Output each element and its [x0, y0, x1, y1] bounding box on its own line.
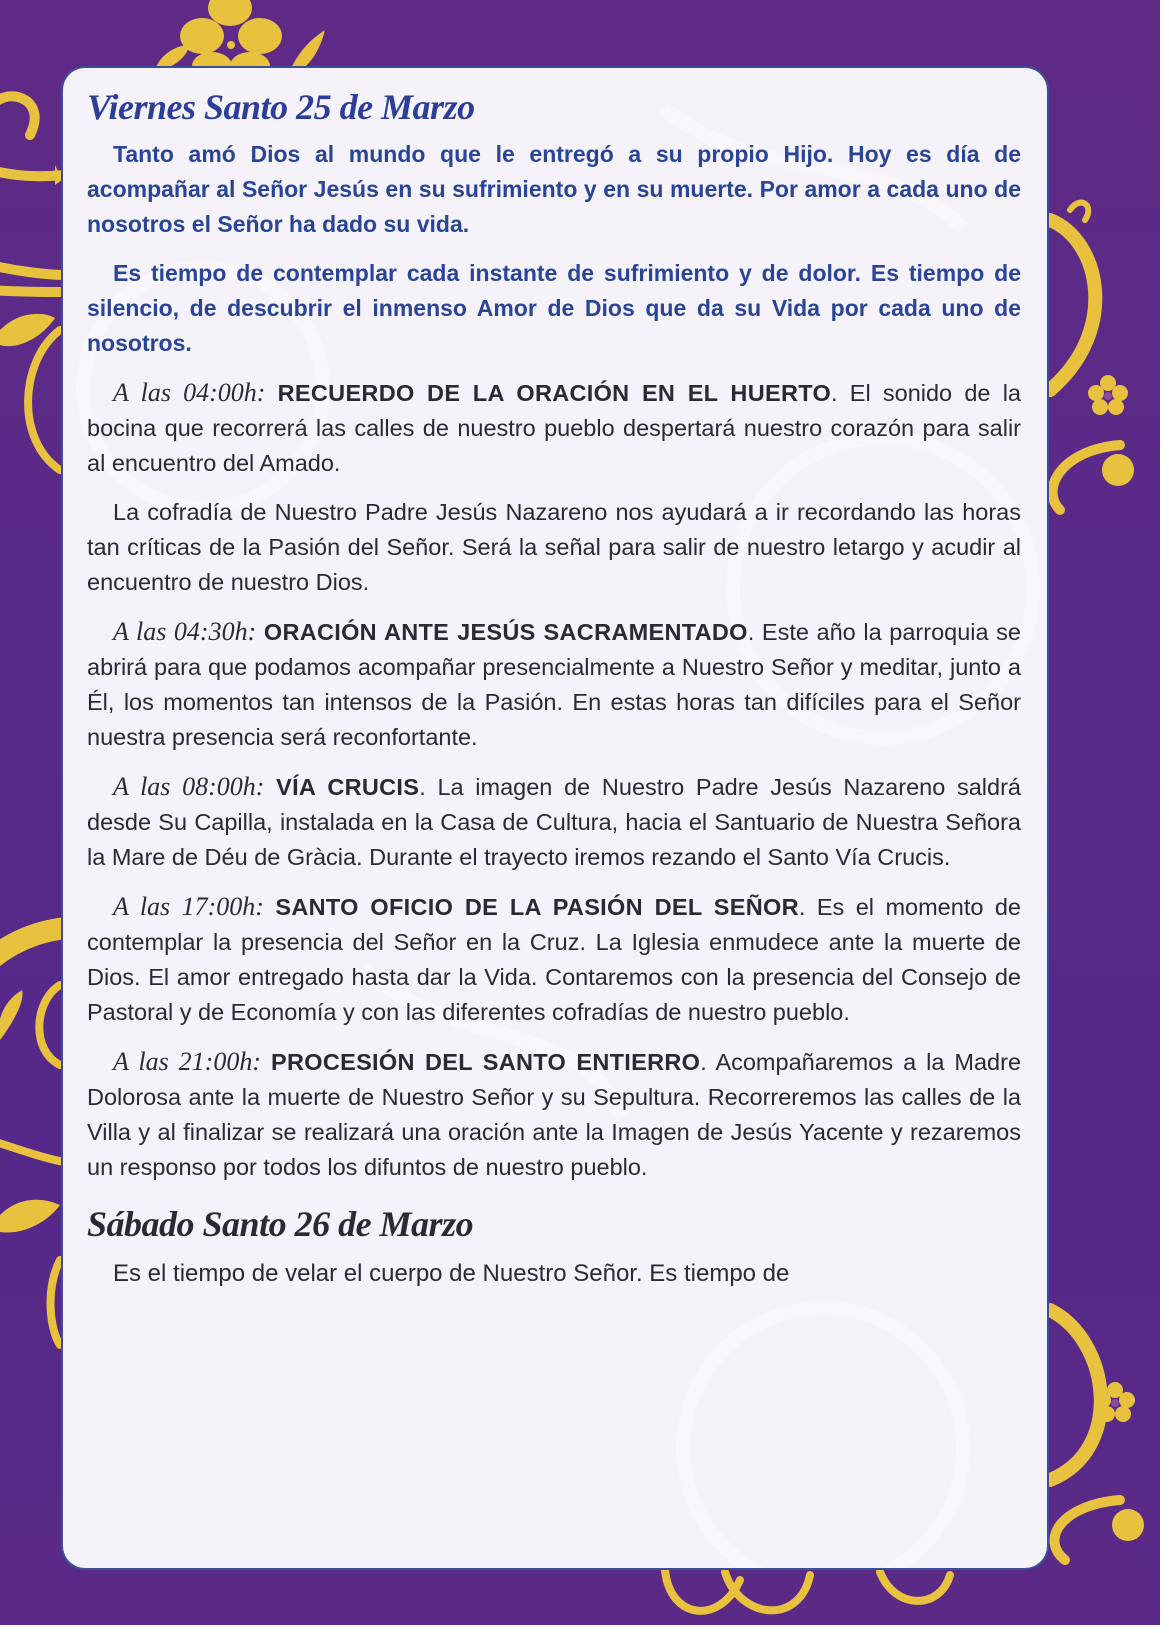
event-description: La cofradía de Nuestro Padre Jesús Nazareno nos ayudará a ir recordando las horas tan críticas de la Pasión del Señor. Será la señal para salir de nuestro letargo y acudir al encuentro de nuestro Dios.: [87, 499, 1021, 596]
intro-paragraph: Es tiempo de contemplar cada instante de sufrimiento y de dolor. Es tiempo de silencio, de descubrir el inmenso Amor de Dios que da su Vida por cada uno de nosotros.: [87, 260, 1021, 357]
event-description: . Acompañaremos a la Madre Dolorosa ante la muerte de Nuestro Señor y su Sepultura. Recorreremos las calles de la Villa y al finalizar se realizará una oración ante la Imagen de Jesús Yacente y rezaremos un responso por todos los difuntos de nuestro pueblo.: [87, 1049, 1022, 1181]
intro-paragraph: Es el tiempo de velar el cuerpo de Nuestro Señor. Es tiempo de: [113, 1260, 790, 1288]
event-description: . Es el momento de contemplar la presencia del Señor en la Cruz. La Iglesia enmudece ante la muerte de Dios. El amor entregado hasta dar la Vida. Contaremos con la presencia del Consejo de Pastoral y de Economía y con las diferentes cofradías de nuestro pueblo.: [87, 894, 1022, 1026]
event-paragraph: [87, 1044, 1021, 1185]
event-title: SANTO OFICIO DE LA PASIÓN DEL SEÑOR: [275, 894, 799, 921]
event-time: A las 04:30h:: [113, 617, 257, 647]
event-paragraph: [87, 614, 1021, 755]
event-time: A las 17:00h:: [113, 892, 264, 922]
event-paragraph: [87, 769, 1021, 875]
event-paragraph: [87, 889, 1021, 1030]
event-title: VÍA CRUCIS: [276, 774, 420, 801]
event-description: . El sonido de la bocina que recorrerá las calles de nuestro pueblo despertará nuestro corazón para salir al encuentro del Amado.: [87, 380, 1021, 477]
event-title: ORACIÓN ANTE JESÚS SACRAMENTADO: [263, 619, 748, 646]
event-time: A las 04:00h:: [113, 378, 266, 408]
intro-paragraph: Tanto amó Dios al mundo que le entregó a su propio Hijo. Hoy es día de acompañar al Señor Jesús en su sufrimiento y en su muerte. Por amor a cada uno de nosotros el Señor ha dado su vida.: [87, 141, 1021, 238]
event-title: PROCESIÓN DEL SANTO ENTIERRO: [271, 1049, 701, 1076]
day-heading-sabado: Sábado Santo 26 de Marzo: [87, 1204, 474, 1245]
event-time: A las 21:00h:: [113, 1047, 261, 1077]
small-flower-ornament-icon: [1095, 1382, 1135, 1427]
event-description: . Este año la parroquia se abrirá para que podamos acompañar presencialmente a Nuestro Señor y meditar, junto a Él, los momentos tan intensos de la Pasión. En estas horas tan difíciles para el Señor nuestra presencia será reconfortante.: [87, 619, 1021, 751]
event-description: . La imagen de Nuestro Padre Jesús Nazareno saldrá desde Su Capilla, instalada en la Casa de Cultura, hacia el Santuario de Nuestra Señora la Mare de Déu de Gràcia. Durante el trayecto iremos rezando el Santo Vía Crucis.: [87, 774, 1021, 871]
event-time: A las 08:00h:: [113, 772, 265, 802]
document-body: [63, 68, 1047, 1291]
event-paragraph: [87, 375, 1021, 481]
event-title: RECUERDO DE LA ORACIÓN EN EL HUERTO: [277, 380, 832, 407]
event-paragraph: [87, 495, 1021, 600]
small-flower-ornament-icon: [1088, 375, 1128, 420]
flower-ornament-icon: [150, 0, 340, 70]
day-heading-viernes: Viernes Santo 25 de Marzo: [87, 87, 475, 127]
content-panel: [63, 68, 1047, 1568]
